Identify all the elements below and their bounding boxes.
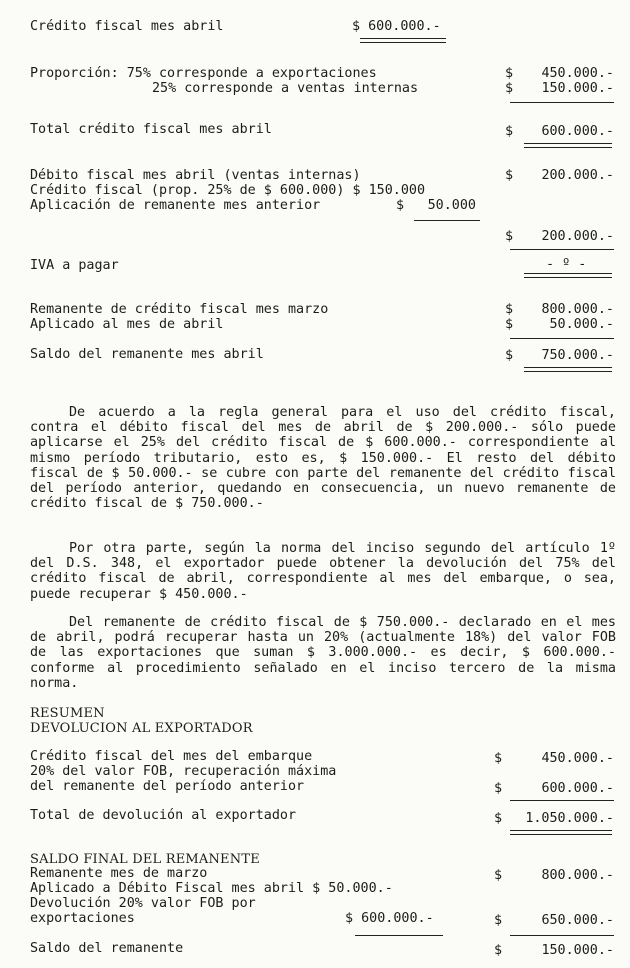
currency-sign: $ bbox=[505, 66, 514, 81]
credit-april-amount: $ 600.000.- bbox=[352, 19, 441, 34]
currency-sign: $ bbox=[505, 81, 514, 96]
currency-sign: $ bbox=[494, 943, 503, 958]
currency-sign: $ bbox=[494, 751, 503, 766]
currency-sign: $ bbox=[494, 913, 503, 928]
saldo-final-line-2: Aplicado a Débito Fiscal mes abril $ 50.000.- bbox=[30, 881, 393, 896]
saldo-final-mid-amount: $ 600.000.- bbox=[345, 911, 434, 926]
currency-sign: $ bbox=[505, 317, 514, 332]
double-underline bbox=[524, 273, 612, 278]
single-underline bbox=[355, 935, 443, 936]
total-credit-label: Total crédito fiscal mes abril bbox=[30, 122, 272, 137]
paragraph-remanente: Del remanente de crédito fiscal de $ 750.000.- declarado en el mes de abril, podrá recuperar hasta un 20% (actualmente 18%) del valor FOB de las exportaciones que suman $ 3.000.000.- es decir, $ 600.000.- conforme al procedimiento señalado en el inciso tercero de la misma norma. bbox=[30, 615, 616, 691]
saldo-remanente-label: Saldo del remanente bbox=[30, 941, 184, 956]
currency-sign: $ bbox=[494, 781, 503, 796]
paragraph-devolucion: Por otra parte, según la norma del inciso segundo del artículo 1º del D.S. 348, el exportador puede obtener la devolución del 75% del crédito fiscal de abril, correspondiente al mes del embarque, o sea, puede recuperar $ 450.000.- bbox=[30, 541, 616, 602]
remanente-march-label: Remanente de crédito fiscal mes marzo bbox=[30, 302, 329, 317]
currency-sign: $ bbox=[494, 868, 503, 883]
currency-sign: $ bbox=[505, 229, 514, 244]
resumen-line-2: 20% del valor FOB, recuperación máxima bbox=[30, 764, 337, 779]
saldo-final-heading: SALDO FINAL DEL REMANENTE bbox=[30, 852, 260, 867]
single-underline bbox=[510, 249, 614, 250]
saldo-april-amount: 750.000.- bbox=[541, 348, 614, 363]
iva-label: IVA a pagar bbox=[30, 258, 119, 273]
double-underline bbox=[510, 830, 612, 835]
currency-sign: $ bbox=[505, 168, 514, 183]
remanente-march-amount: 800.000.- bbox=[541, 302, 614, 317]
subtotal-amount: 200.000.- bbox=[541, 229, 614, 244]
resumen-amount-1: 450.000.- bbox=[541, 751, 614, 766]
paragraph-general-rule: De acuerdo a la regla general para el uso del crédito fiscal, contra el débito fiscal del mes de abril de $ 200.000.- sólo puede aplicarse el 25% del crédito fiscal de $ 600.000.- correspondiente al mismo período tributario, esto es, $ 150.000.- El resto del débito fiscal de $ 50.000.- se cubre con parte del remanente del crédito fiscal del período anterior, quedando en consecuencia, un nuevo remanente de crédito fiscal de $ 750.000.- bbox=[30, 405, 616, 512]
resumen-heading: RESUMEN bbox=[30, 706, 105, 721]
single-underline bbox=[510, 338, 614, 339]
saldo-april-label: Saldo del remanente mes abril bbox=[30, 347, 264, 362]
double-underline bbox=[360, 38, 446, 43]
resumen-amount-3: 600.000.- bbox=[541, 781, 614, 796]
single-underline bbox=[510, 102, 614, 103]
devolucion-heading: DEVOLUCION AL EXPORTADOR bbox=[30, 721, 253, 736]
single-underline bbox=[510, 935, 614, 936]
saldo-final-line-4: exportaciones bbox=[30, 911, 135, 926]
proportion-label: Proporción: 75% corresponde a exportaciones bbox=[30, 66, 377, 81]
currency-sign: $ bbox=[505, 124, 514, 139]
double-underline bbox=[524, 367, 612, 372]
proportion-label-2: 25% corresponde a ventas internas bbox=[152, 81, 419, 96]
debit-april-label: Débito fiscal mes abril (ventas internas) bbox=[30, 168, 361, 183]
proportion-amount-internal: 150.000.- bbox=[541, 81, 614, 96]
proportion-amount-export: 450.000.- bbox=[541, 66, 614, 81]
applied-april-amount: 50.000.- bbox=[549, 317, 614, 332]
saldo-final-line-3: Devolución 20% valor FOB por bbox=[30, 896, 256, 911]
saldo-final-amount-1: 800.000.- bbox=[541, 868, 614, 883]
currency-sign: $ bbox=[396, 198, 405, 213]
saldo-final-amount-4: 650.000.- bbox=[541, 913, 614, 928]
single-underline bbox=[414, 220, 480, 221]
single-underline bbox=[510, 800, 614, 801]
resumen-line-3: del remanente del período anterior bbox=[30, 779, 305, 794]
remanente-applied-amount: 50.000 bbox=[427, 198, 476, 213]
applied-april-label: Aplicado al mes de abril bbox=[30, 317, 224, 332]
currency-sign: $ bbox=[505, 348, 514, 363]
saldo-final-line-1: Remanente mes de marzo bbox=[30, 866, 208, 881]
total-credit-amount: 600.000.- bbox=[541, 124, 614, 139]
resumen-line-1: Crédito fiscal del mes del embarque bbox=[30, 749, 313, 764]
total-devolucion-amount: 1.050.000.- bbox=[525, 811, 614, 826]
saldo-remanente-amount: 150.000.- bbox=[541, 943, 614, 958]
credit-prop-line: Crédito fiscal (prop. 25% de $ 600.000) $ 150.000 bbox=[30, 183, 426, 198]
total-devolucion-label: Total de devolución al exportador bbox=[30, 808, 297, 823]
debit-april-amount: 200.000.- bbox=[541, 168, 614, 183]
double-underline bbox=[524, 143, 612, 148]
iva-value: - º - bbox=[546, 257, 587, 272]
remanente-applied-label: Aplicación de remanente mes anterior bbox=[30, 198, 321, 213]
currency-sign: $ bbox=[494, 811, 503, 826]
currency-sign: $ bbox=[505, 302, 514, 317]
credit-april-label: Crédito fiscal mes abril bbox=[30, 19, 224, 34]
